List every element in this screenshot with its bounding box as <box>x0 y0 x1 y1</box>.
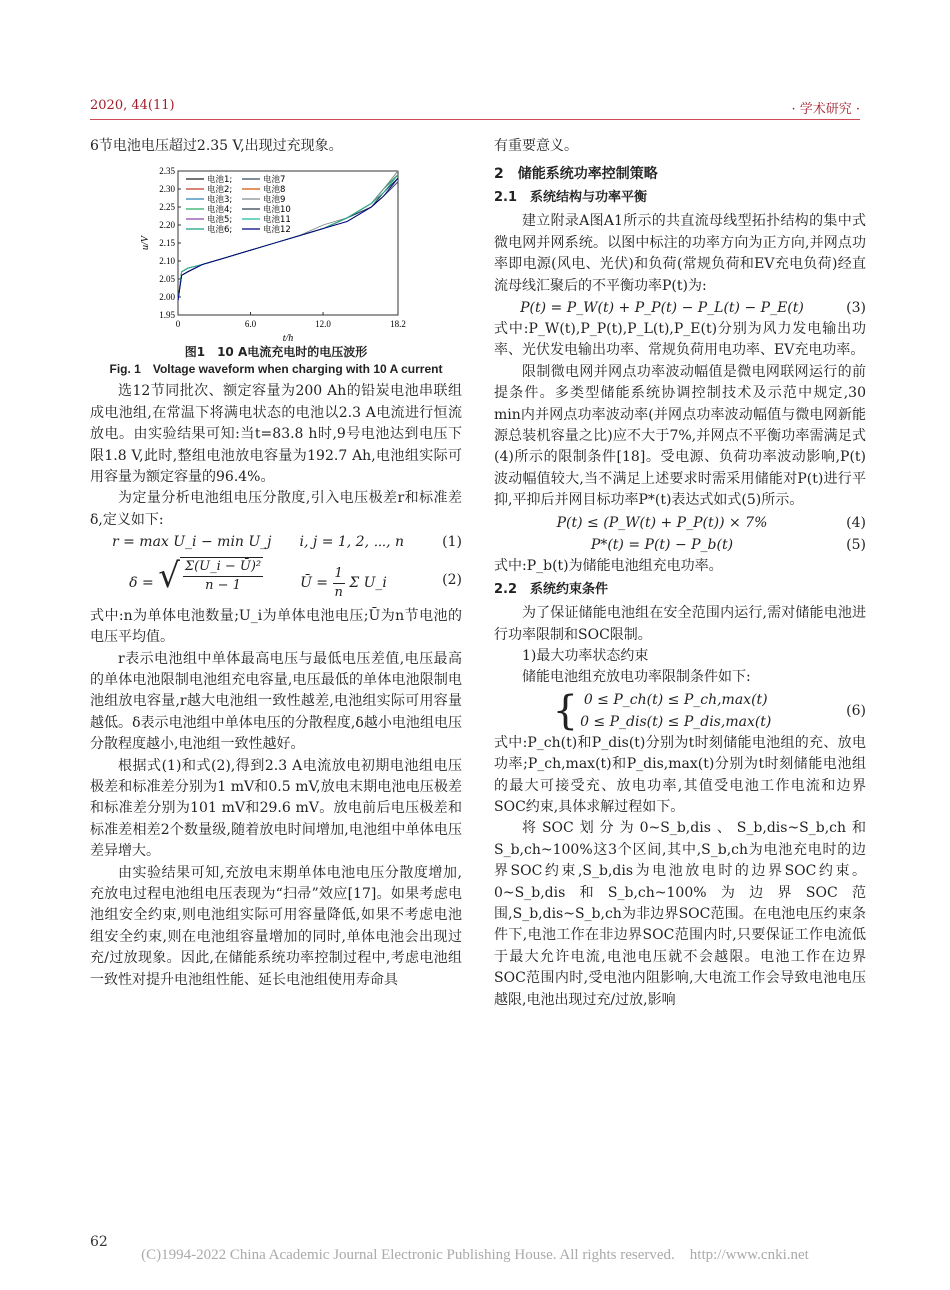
equation-1 <box>90 531 462 553</box>
equation-2-denominator: n − 1 <box>205 578 241 594</box>
right-paragraph-7: 1)最大功率状态约束 <box>522 647 649 664</box>
figure-caption-en: Fig. 1 Voltage waveform when charging with 10 A current <box>109 362 443 377</box>
x-tick-label: 12.0 <box>315 319 331 330</box>
right-paragraph-8: 储能电池组充放电功率限制条件如下: <box>522 669 751 686</box>
subsection-heading-2-2: 2.2 系统约束条件 <box>494 582 609 598</box>
y-tick-label: 2.20 <box>159 220 175 231</box>
legend-entry: 电池5; <box>207 215 233 226</box>
legend-entry: 电池9 <box>263 195 286 206</box>
voltage-chart <box>136 163 416 343</box>
equation-6-row-2: 0 ≤ P_dis(t) ≤ P_dis,max(t) <box>580 713 772 730</box>
left-paragraph-7: 由实验结果可知,充放电末期单体电池电压分散度增加,充放电过程电池组电压表现为“扫帚”效应[17]。如果考虑电池组安全约束,则电池组实际可用容量降低,如果不考虑电池组安全约束,则在电池组容量增加的同时,单体电池会出现过充/过放现象。因此,在储能系统功率控制过程中,考虑电池组一致性对提升电池组性能、延长电池组使用寿命具 <box>90 864 462 988</box>
equation-2-mean-sum: Σ U_i <box>349 575 387 592</box>
left-column <box>90 136 462 991</box>
right-column <box>494 136 866 1011</box>
section-heading-2: 2 储能系统功率控制策略 <box>494 166 658 183</box>
x-tick-label: 18.2 <box>390 319 406 330</box>
equation-1-body: r = max U_i − min U_j i, j = 1, 2, ⋯, n <box>111 534 405 551</box>
journal-issue: 2020, 44(11) <box>90 98 175 113</box>
left-paragraph-4: 式中:n为单体电池数量;U_i为单体电池电压;Ū为n节电池的电压平均值。 <box>90 607 462 646</box>
equation-2-number: (2) <box>442 571 462 588</box>
equation-2-mean-bot: n <box>334 584 343 600</box>
y-tick-label: 2.15 <box>159 238 175 249</box>
y-tick-label: 2.35 <box>159 166 175 177</box>
left-paragraph-3: 为定量分析电池组电压分散度,引入电压极差r和标准差δ,定义如下: <box>90 490 462 528</box>
figure-1 <box>90 163 462 377</box>
y-tick-label: 2.05 <box>159 274 175 285</box>
right-paragraph-10: 将SOC划分为0~S_b,dis、S_b,dis~S_b,ch和S_b,ch~100%这3个区间,其中,S_b,ch为电池充电时的边界SOC约束,S_b,dis为电池放电时的边界SOC约束。0~S_b,dis和S_b,ch~100%为边界SOC范围,S_b,dis~S_b,ch为非边界SOC范围。在电池电压约束条件下,电池工作在非边界SOC范围内时,只要保证工作电流低于最大允许电流,电池电压就不会越限。电池工作在边界SOC范围内时,受电池内阻影响,大电流工作会导致电池电压越限,电池出现过充/过放,影响 <box>494 820 866 1008</box>
figure-caption-cn: 图1 10 A电流充电时的电压波形 <box>184 345 368 360</box>
y-tick-label: 2.10 <box>159 256 175 267</box>
equation-2 <box>90 557 462 602</box>
left-paragraph-6: 根据式(1)和式(2),得到2.3 A电流放电初期电池组电压极差和标准差分别为1 mV和0.5 mV,放电末期电池电压极差和标准差分别为101 mV和29.6 mV。放电前后电压极差和标准差相差2个数量级,随着放电时间增加,电池组中单体电压差异增大。 <box>90 757 462 860</box>
equation-6-row-1: 0 ≤ P_ch(t) ≤ P_ch,max(t) <box>583 691 768 708</box>
y-tick-label: 2.00 <box>159 292 175 303</box>
section-label: · 学术研究 · <box>791 102 860 117</box>
legend-entry: 电池12 <box>263 225 291 236</box>
legend-entry: 电池3; <box>207 195 233 206</box>
equation-1-number: (1) <box>442 534 462 551</box>
y-tick-label: 1.95 <box>159 310 175 321</box>
legend-entry: 电池2; <box>207 185 233 196</box>
legend-entry: 电池8 <box>263 185 286 196</box>
left-paragraph-5: r表示电池组中单体最高电压与最低电压差值,电压最高的单体电池限制电池组充电容量,电压最低的单体电池限制电池组放电容量,r越大电池组一致性越差,电池组实际可用容量越低。δ表示电池组中单体电压的分散程度,δ越小电池组电压分散程度越小,电池组一致性越好。 <box>90 650 462 753</box>
right-paragraph-6: 为了保证储能电池组在安全范围内运行,需对储能电池进行功率限制和SOC限制。 <box>494 605 866 643</box>
equation-4: P(t) ≤ (P_W(t) + P_P(t)) × 7% (4) <box>556 514 866 531</box>
right-paragraph-3: 式中:P_W(t),P_P(t),P_L(t),P_E(t)分别为风力发电输出功率、光伏发电输出功率、常规负荷用电功率、EV充电功率。 <box>494 321 866 359</box>
legend-entry: 电池1; <box>207 175 233 186</box>
x-tick-label: 0 <box>175 319 181 330</box>
page-number: 62 <box>90 1234 108 1250</box>
header-rule <box>90 119 860 120</box>
equation-6: { 0 ≤ P_ch(t) ≤ P_ch,max(t) 0 ≤ P_dis(t) ≤ P_dis,max(t) (6) <box>552 687 866 734</box>
right-paragraph-5: 式中:P_b(t)为储能电池组充电功率。 <box>494 557 723 574</box>
right-paragraph-1: 有重要意义。 <box>494 138 578 154</box>
y-tick-label: 2.30 <box>159 184 175 195</box>
equation-2-mean-lhs: Ū = <box>300 575 329 592</box>
equation-2-lhs: δ = <box>129 575 154 592</box>
x-axis-label: t/h <box>282 333 294 344</box>
left-paragraph-1: 6节电池电压超过2.35 V,出现过充现象。 <box>90 138 343 154</box>
left-paragraph-2: 选12节同批次、额定容量为200 Ah的铅炭电池串联组成电池组,在常温下将满电状态的电池以2.3 A电流进行恒流放电。由实验结果可知:当t=83.8 h时,9号电池达到电压下限1.8 V,此时,整组电池放电容量为192.7 Ah,电池组实际可用容量为额定容量的96.4%。 <box>90 383 462 486</box>
legend-entry: 电池7 <box>263 175 286 186</box>
equation-2-sqrt: √ $\frac{\text{Σ(U\_i − Ū)²}}{n - 1}$ <box>158 556 262 597</box>
equation-2-numerator: Σ(U_i − Ū)² <box>183 558 263 577</box>
equation-6-number: (6) <box>846 702 866 719</box>
right-paragraph-9: 式中:P_ch(t)和P_dis(t)分别为t时刻储能电池组的充、放电功率;P_ch,max(t)和P_dis,max(t)分别为t时刻储能电池组的最大可接受充、放电功率,其值受电池工作电流和边界SOC约束,具体求解过程如下。 <box>494 734 866 815</box>
legend-entry: 电池10 <box>263 205 291 216</box>
equation-5: P*(t) = P(t) − P_b(t) (5) <box>590 536 866 553</box>
y-tick-label: 2.25 <box>159 202 175 213</box>
right-paragraph-4: 限制微电网并网点功率波动幅值是微电网联网运行的前提条件。多类型储能系统协调控制技术及示范中规定,30 min内并网点功率波动率(并网点功率波动幅值与微电网新能源总装机容量之比)应不大于7%,并网点不平衡功率需满足式(4)所示的限制条件[18]。受电源、负荷功率波动影响,P(t)波动幅值较大,当不满足上述要求时需采用储能对P(t)进行平抑,平抑后并网目标功率P*(t)表达式如式(5)所示。 <box>494 363 866 509</box>
x-tick-label: 6.0 <box>244 319 257 330</box>
y-axis-label: u/V <box>140 236 151 251</box>
copyright-footer: (C)1994-2022 China Academic Journal Electronic Publishing House. All rights reserved. http://www.cnki.net <box>141 1247 809 1263</box>
legend-entry: 电池6; <box>207 225 233 236</box>
right-paragraph-2: 建立附录A图A1所示的共直流母线型拓扑结构的集中式微电网并网系统。以图中标注的功率方向为正方向,并网点功率即电源(风电、光伏)和负荷(常规负荷和EV充电负荷)经直流母线汇聚后的不平衡功率P(t)为: <box>494 213 866 294</box>
legend-entry: 电池4; <box>207 205 233 216</box>
equation-3: P(t) = P_W(t) + P_P(t) − P_L(t) − P_E(t) (3) <box>520 300 866 317</box>
subsection-heading-2-1: 2.1 系统结构与功率平衡 <box>494 190 648 206</box>
equation-2-mean-top: 1 <box>333 565 345 584</box>
legend-entry: 电池11 <box>263 215 291 226</box>
